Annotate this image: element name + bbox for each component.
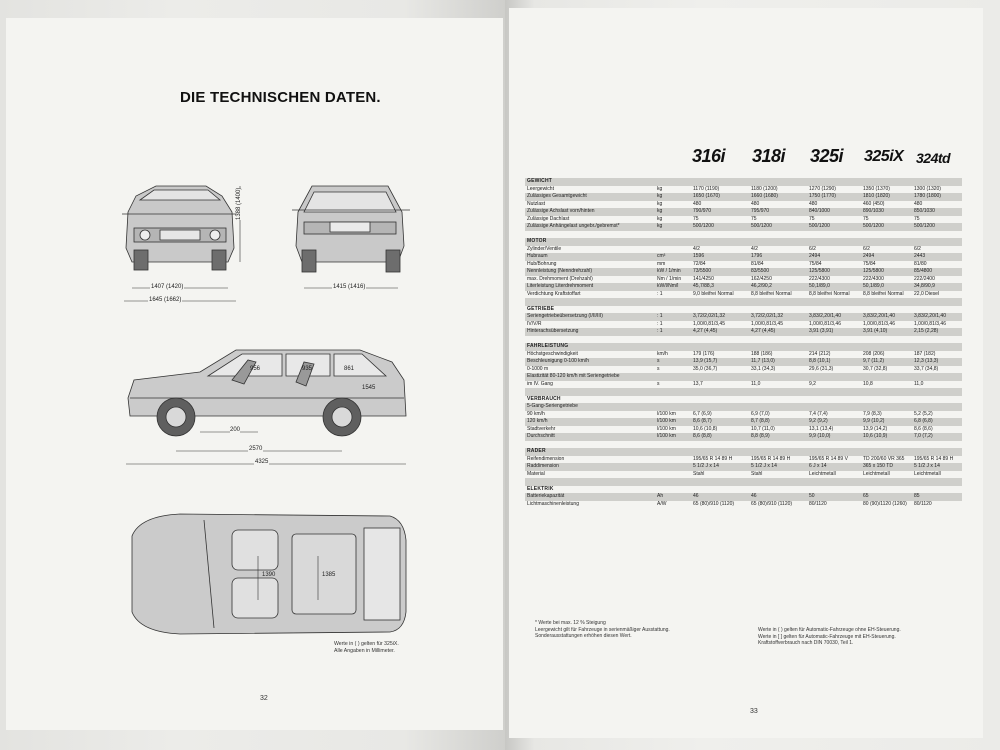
spec-value: 9,2	[809, 380, 816, 387]
spec-value: 6,9 (7,0)	[751, 410, 770, 417]
dim-g: 1385	[322, 572, 336, 578]
spec-label: Raddimension	[527, 463, 559, 469]
spec-value: 75/84	[863, 260, 876, 267]
spec-value: 1,00/0,81/3,46	[863, 320, 895, 327]
spec-value: 195/65 R 14 89 V	[809, 455, 848, 462]
spec-label: Leergewicht	[527, 185, 554, 192]
spec-row	[525, 336, 962, 344]
spec-value: Leichtmetall	[914, 470, 941, 477]
spec-value: 195/65 R 14 89 H	[751, 455, 791, 462]
spec-value: 33,1 (34,3)	[751, 365, 776, 372]
dim-width: 1645 (1662)	[149, 297, 182, 303]
spec-unit: s	[657, 380, 660, 387]
spec-value: 9,0 bleifrei Normal	[693, 290, 734, 297]
front-view-drawing	[122, 186, 238, 270]
spec-unit: kg	[657, 223, 663, 229]
spec-value: 10,8	[863, 380, 873, 387]
spec-value: 13,9 (15,7)	[693, 358, 718, 364]
spec-label: Batteriekapazität	[527, 493, 565, 499]
model-header: 316i	[692, 146, 726, 166]
spec-label: Hinterachsübersetzung	[527, 328, 579, 334]
spec-value: 10,6 (10,8)	[693, 425, 718, 432]
spec-value: 1650 (1670)	[693, 193, 720, 199]
spec-value: 13,9 (14,2)	[863, 425, 888, 432]
spec-row	[525, 433, 962, 441]
spec-value: 75	[693, 215, 699, 222]
page-number-left: 32	[260, 695, 268, 702]
spec-value: 72/84	[693, 260, 706, 267]
spec-value: 1660 (1680)	[751, 193, 778, 199]
spec-unit: s	[657, 365, 660, 372]
spec-unit: Nm / 1/min	[657, 275, 682, 282]
spec-value: 4,27 (4,45)	[751, 328, 776, 334]
spec-value: 8,8 (8,9)	[751, 433, 770, 439]
page-number-right: 33	[750, 708, 758, 715]
spec-value: 141/4250	[693, 275, 714, 282]
dim-c: 861	[344, 366, 355, 372]
spec-value: 34,8/90,9	[914, 283, 935, 289]
spec-table	[525, 178, 962, 508]
spec-unit: s	[657, 358, 660, 364]
spec-value: 1270 (1290)	[809, 185, 836, 192]
spec-value: 8,8 bleifrei Normal	[751, 290, 792, 297]
spec-value: Stahl	[693, 470, 705, 477]
page-title: DIE TECHNISCHEN DATEN.	[180, 89, 381, 106]
section-title: ELEKTRIK	[527, 485, 554, 492]
spec-unit: kg	[657, 200, 663, 207]
spec-row	[525, 441, 962, 449]
caption-line-1: Werte in ( ) gelten für 325iX.	[334, 641, 399, 647]
spec-value: 6/2	[914, 245, 921, 252]
spec-value: 480	[751, 200, 760, 207]
spec-value: 1810 (1820)	[863, 193, 890, 199]
spec-row	[525, 283, 962, 291]
spec-value: 125/5800	[809, 268, 830, 274]
spec-row	[525, 471, 962, 479]
spec-value: Leichtmetall	[809, 470, 836, 477]
spec-row	[525, 351, 962, 359]
dim-wheelbase: 2570	[249, 446, 263, 452]
spec-value: 6,7 (6,9)	[693, 410, 712, 417]
spec-value: 5 1/2 J x 14	[693, 463, 719, 469]
spec-row	[525, 381, 962, 389]
spec-unit: l/100 km	[657, 425, 676, 432]
spec-value: 6 J x 14	[809, 463, 827, 469]
spec-row	[525, 276, 962, 284]
spec-value: 188 (186)	[751, 350, 773, 357]
spec-value: 3,83/2,20/1,40	[809, 313, 841, 319]
spec-row	[525, 501, 962, 509]
spec-value: 7,4 (7,4)	[809, 410, 828, 417]
caption-line-2: Alle Angaben in Millimeter.	[334, 648, 395, 654]
spec-row	[525, 411, 962, 419]
spec-value: 50	[809, 493, 815, 499]
spec-value: 33,7 (34,8)	[914, 365, 939, 372]
model-header: 325i	[810, 146, 844, 166]
spec-value: 8,8 bleifrei Normal	[809, 290, 850, 297]
spec-value: 45,7/88,3	[693, 283, 714, 289]
spec-unit: kg	[657, 193, 663, 199]
spec-value: 9,2 (9,2)	[809, 418, 828, 424]
spec-label: Hub/Bohrung	[527, 260, 557, 267]
spec-value: 1,00/0,81/3,46	[809, 320, 841, 327]
spec-value: 30,7 (32,8)	[863, 365, 888, 372]
section-title: GETRIEBE	[527, 305, 555, 312]
spec-label: Nennleistung (Nenndrehzahl)	[527, 268, 593, 274]
spec-value: 35,0 (36,7)	[693, 365, 718, 372]
spec-value: 11,0	[751, 380, 761, 387]
spec-row	[525, 403, 962, 411]
spec-value: 5,2 (5,2)	[914, 410, 933, 417]
spec-row	[525, 426, 962, 434]
spec-value: 1,00/0,81/3,46	[914, 320, 946, 327]
model-header: 318i	[752, 146, 786, 166]
spec-label: IV/V/R	[527, 320, 542, 327]
section-header-row	[525, 306, 962, 314]
spec-value: 195/65 R 14 89 H	[693, 455, 733, 462]
spec-value: 214 (212)	[809, 350, 831, 357]
spec-value: 195/65 R 14 89 H	[914, 455, 954, 462]
spec-value: TD 200/60 VR 365	[863, 455, 905, 462]
spec-value: 3,72/2,02/1,32	[751, 313, 783, 319]
spec-value: 81/84	[751, 260, 764, 267]
footnote-line: * Werte bei max. 12 % Steigung	[535, 620, 606, 626]
spec-value: 3,72/2,02/1,32	[693, 313, 725, 319]
dim-d: 1545	[362, 385, 376, 391]
spec-value: 480	[693, 200, 702, 207]
spec-label: Höchstgeschwindigkeit	[527, 350, 578, 357]
spec-value: 7,0 (7,2)	[914, 433, 933, 439]
spec-row	[525, 223, 962, 231]
spec-value: Leichtmetall	[863, 470, 890, 477]
spec-value: 1750 (1770)	[809, 193, 836, 199]
spec-value: 12,3 (13,3)	[914, 358, 939, 364]
left-caption	[334, 641, 399, 655]
spec-value: 222/2400	[914, 275, 935, 282]
spec-value: 4/2	[751, 245, 758, 252]
spec-value: 65	[863, 493, 869, 499]
rear-view-drawing	[292, 186, 410, 272]
spec-unit: kW/l/Nm/l	[657, 283, 679, 289]
spec-label: Durchschnitt	[527, 433, 555, 439]
spec-row	[525, 208, 962, 216]
spec-value: 4,27 (4,45)	[693, 328, 718, 334]
spec-value: 9,9 (10,2)	[863, 418, 885, 424]
spec-row	[525, 321, 962, 329]
spec-unit: kg	[657, 215, 663, 222]
spec-unit: mm	[657, 260, 666, 267]
spec-value: 460 (450)	[863, 200, 885, 207]
dim-track-rear: 1415 (1416)	[333, 284, 366, 290]
spec-unit: kW / 1/min	[657, 268, 681, 274]
spec-value: 75	[863, 215, 869, 222]
spec-value: 73/5500	[693, 268, 712, 274]
footnote-line: Sonderausstattungen erhöhen diesen Wert.	[535, 633, 632, 639]
model-header: 324td	[916, 150, 951, 166]
footnote-line: Werte in [ ] gelten für Automatic-Fahrzeuge mit EH-Steuerung.	[758, 633, 896, 640]
spec-value: 2494	[863, 253, 875, 259]
spec-value: 500/1200	[809, 223, 830, 229]
side-view-drawing	[128, 350, 406, 436]
spec-value: 2443	[914, 253, 926, 259]
spec-row	[525, 201, 962, 209]
spec-value: 3,91 (3,91)	[809, 328, 834, 334]
spec-unit: : 1	[657, 320, 663, 327]
dim-track-front: 1407 (1420)	[151, 284, 184, 290]
spec-label: Seriengetriebeübersetzung (I/II/III)	[527, 313, 603, 319]
section-title: RÄDER	[527, 448, 546, 454]
spec-value: 1350 (1370)	[863, 185, 890, 192]
spec-row	[525, 456, 962, 464]
spec-value: 83/5500	[751, 268, 770, 274]
section-title: VERBRAUCH	[527, 395, 561, 402]
spec-value: 80/1120	[914, 500, 932, 507]
footnote-right	[758, 627, 958, 647]
section-title: MOTOR	[527, 238, 547, 244]
spec-value: 500/1200	[914, 223, 935, 229]
spec-row	[525, 418, 962, 426]
spec-value: 790/970	[693, 208, 712, 214]
section-header-row	[525, 238, 962, 246]
dim-length: 4325	[255, 459, 269, 465]
spec-label: Verdichtung Kraftstoffart	[527, 290, 581, 297]
spec-value: 1,00/0,81/3,45	[751, 320, 783, 327]
spec-value: 75	[751, 215, 757, 222]
footnote-line: Werte in ( ) gelten für Automatic-Fahrzeuge ohne EH-Steuerung.	[758, 627, 901, 633]
spec-value: 795/970	[751, 208, 770, 214]
spec-value: 65 (80)/910 (1120)	[693, 500, 735, 507]
spec-value: 500/1200	[863, 223, 884, 229]
spec-value: 10,6 (10,9)	[863, 433, 888, 439]
spec-label: Nutzlast	[527, 200, 546, 207]
spec-value: 3,83/2,20/1,40	[863, 313, 895, 319]
spec-value: 6/2	[809, 245, 816, 252]
spec-label: Hubraum	[527, 253, 548, 259]
spec-value: 480	[809, 200, 818, 207]
spec-value: 1796	[751, 253, 763, 259]
spec-value: 208 (206)	[863, 350, 885, 357]
footnote-line: Kraftstoffverbrauch nach DIN 70030, Teil 1.	[758, 640, 854, 646]
spec-value: 1300 (1320)	[914, 185, 941, 192]
spec-value: 80 (90)/1120 (1260)	[863, 500, 907, 507]
spec-row	[525, 231, 962, 239]
spec-value: 8,8 (10,1)	[809, 358, 831, 364]
spec-unit: : 1	[657, 328, 663, 334]
spec-value: 840/1000	[809, 208, 830, 214]
spec-value: 8,6 (8,8)	[693, 433, 712, 439]
spec-label: 90 km/h	[527, 410, 545, 417]
spec-unit: l/100 km	[657, 410, 676, 417]
model-header: 325iX	[864, 148, 904, 165]
spec-unit: A/W	[657, 500, 667, 507]
spec-value: 5 1/2 J x 14	[914, 463, 940, 469]
spec-value: 2494	[809, 253, 821, 259]
section-title: GEWICHT	[527, 178, 553, 184]
spec-value: 50,1/89,0	[809, 283, 830, 289]
spec-row	[525, 463, 962, 471]
spec-value: 13,7	[693, 380, 703, 387]
spec-unit: l/100 km	[657, 418, 676, 424]
spec-value: 22,0 Diesel	[914, 290, 940, 297]
spec-value: 222/4300	[863, 275, 884, 282]
spec-unit: l/100 km	[657, 433, 676, 439]
spec-label: 0-1000 m	[527, 365, 549, 372]
spec-row	[525, 261, 962, 269]
spec-value: 850/1030	[914, 208, 935, 214]
spec-unit: : 1	[657, 290, 663, 297]
dim-height: 1388 (1400)	[236, 187, 242, 220]
section-header-row	[525, 343, 962, 351]
section-header-row	[525, 178, 962, 186]
spec-label: Beschleunigung 0-100 km/h	[527, 358, 589, 364]
spec-value: 890/1030	[863, 208, 884, 214]
spec-value: 365 x 150 TD	[863, 463, 893, 469]
section-header-row	[525, 448, 962, 456]
spec-label: Stadtverkehr	[527, 425, 556, 432]
spec-value: 6/2	[863, 245, 870, 252]
spec-row	[525, 478, 962, 486]
spec-row	[525, 216, 962, 224]
spec-value: 187 (182)	[914, 350, 936, 357]
spec-label: Literleistung Literdrehmoment	[527, 283, 594, 289]
dim-b: 935	[302, 366, 313, 372]
spec-row	[525, 291, 962, 299]
spec-value: 75	[809, 215, 815, 222]
spec-label: Zulässiges Gesamtgewicht	[527, 193, 587, 199]
spec-label: Reifendimension	[527, 455, 565, 462]
spec-value: 13,1 (13,4)	[809, 425, 834, 432]
spec-unit: km/h	[657, 350, 668, 357]
spec-value: 8,6 (8,7)	[693, 418, 712, 424]
section-header-row	[525, 486, 962, 494]
spec-unit: : 1	[657, 313, 663, 319]
spec-value: 162/4250	[751, 275, 772, 282]
spec-value: 480	[914, 200, 923, 207]
spec-row	[525, 246, 962, 254]
spec-value: 500/1200	[693, 223, 714, 229]
spec-label: 5-Gang-Seriengetriebe	[527, 403, 578, 409]
section-header-row	[525, 396, 962, 404]
spec-value: 85	[914, 493, 920, 499]
spec-value: 8,7 (8,8)	[751, 418, 770, 424]
spec-value: 222/4300	[809, 275, 830, 282]
spec-row	[525, 388, 962, 396]
spec-row	[525, 328, 962, 336]
spec-row	[525, 358, 962, 366]
spec-value: 46,2/90,2	[751, 283, 772, 289]
spec-row	[525, 298, 962, 306]
spec-label: Zylinder/Ventile	[527, 245, 562, 252]
spec-value: 50,1/89,0	[863, 283, 884, 289]
spec-value: 46	[693, 493, 699, 499]
spec-value: 29,6 (31,3)	[809, 365, 834, 372]
spec-label: Zulässige Anhängelast ungebr./gebremst*	[527, 223, 620, 229]
spec-row	[525, 253, 962, 261]
spec-label: Material	[527, 470, 545, 477]
spec-label: Zulässige Achslast vorn/hinten	[527, 208, 595, 214]
spec-value: 10,7 (11,0)	[751, 425, 775, 432]
spec-value: 65 (80)/910 (1120)	[751, 500, 793, 507]
spec-label: Elastizität 80-120 km/h mit Seriengetriebe	[527, 373, 620, 379]
spec-value: 500/1200	[751, 223, 772, 229]
footnote-line: Leergewicht gilt für Fahrzeuge in serienmäßiger Ausstattung.	[535, 626, 670, 633]
spec-value: 1180 (1200)	[751, 185, 778, 192]
spec-value: 9,9 (10,0)	[809, 433, 831, 439]
spec-row	[525, 366, 962, 374]
spec-value: 80/1120	[809, 500, 827, 507]
spec-value: 6,8 (6,8)	[914, 418, 933, 424]
spec-value: 9,7 (11,2)	[863, 358, 885, 364]
spec-value: 4/2	[693, 245, 700, 252]
spec-value: Stahl	[751, 470, 763, 477]
spec-label: Lichtmaschinenleistung	[527, 500, 579, 507]
spec-value: 75	[914, 215, 920, 222]
spec-label: max. Drehmoment (Drehzahl)	[527, 275, 593, 282]
spec-unit: kg	[657, 208, 663, 214]
spec-value: 1,00/0,81/3,45	[693, 320, 725, 327]
dim-f: 1390	[262, 572, 276, 578]
spec-value: 11,0	[914, 380, 924, 387]
spec-value: 8,8 bleifrei Normal	[863, 290, 904, 297]
spec-value: 81/80	[914, 260, 927, 267]
spec-value: 11,7 (13,0)	[751, 358, 775, 364]
spec-label: Zulässige Dachlast	[527, 215, 570, 222]
spec-unit: Ah	[657, 493, 664, 499]
spec-value: 179 (176)	[693, 350, 715, 357]
spec-value: 125/5800	[863, 268, 884, 274]
dim-a: 956	[250, 366, 261, 372]
spec-value: 1596	[693, 253, 705, 259]
spec-row	[525, 493, 962, 501]
spec-value: 3,91 (4,10)	[863, 328, 888, 334]
spec-value: 8,6 (8,6)	[914, 425, 933, 432]
spec-row	[525, 268, 962, 276]
spec-value: 3,83/2,20/1,40	[914, 313, 946, 319]
spec-value: 5 1/2 J x 14	[751, 463, 777, 469]
spec-row	[525, 313, 962, 321]
spec-unit: kg	[657, 185, 663, 192]
spec-value: 1170 (1190)	[693, 185, 720, 192]
spec-value: 7,9 (8,3)	[863, 410, 882, 417]
spec-value: 1780 (1800)	[914, 193, 941, 199]
spec-label: im IV. Gang	[527, 380, 553, 387]
spec-row	[525, 373, 962, 381]
spec-row	[525, 193, 962, 201]
spec-value: 85/4800	[914, 268, 933, 274]
spec-row	[525, 186, 962, 194]
dim-e: 200	[230, 427, 241, 433]
spec-value: 75/84	[809, 260, 822, 267]
spec-value: 46	[751, 493, 757, 499]
spec-unit: cm³	[657, 253, 666, 259]
spec-label: 120 km/h	[527, 418, 548, 424]
spec-value: 2,15 (2,28)	[914, 328, 939, 334]
section-title: FAHRLEISTUNG	[527, 343, 569, 349]
footnote-left	[535, 620, 735, 640]
